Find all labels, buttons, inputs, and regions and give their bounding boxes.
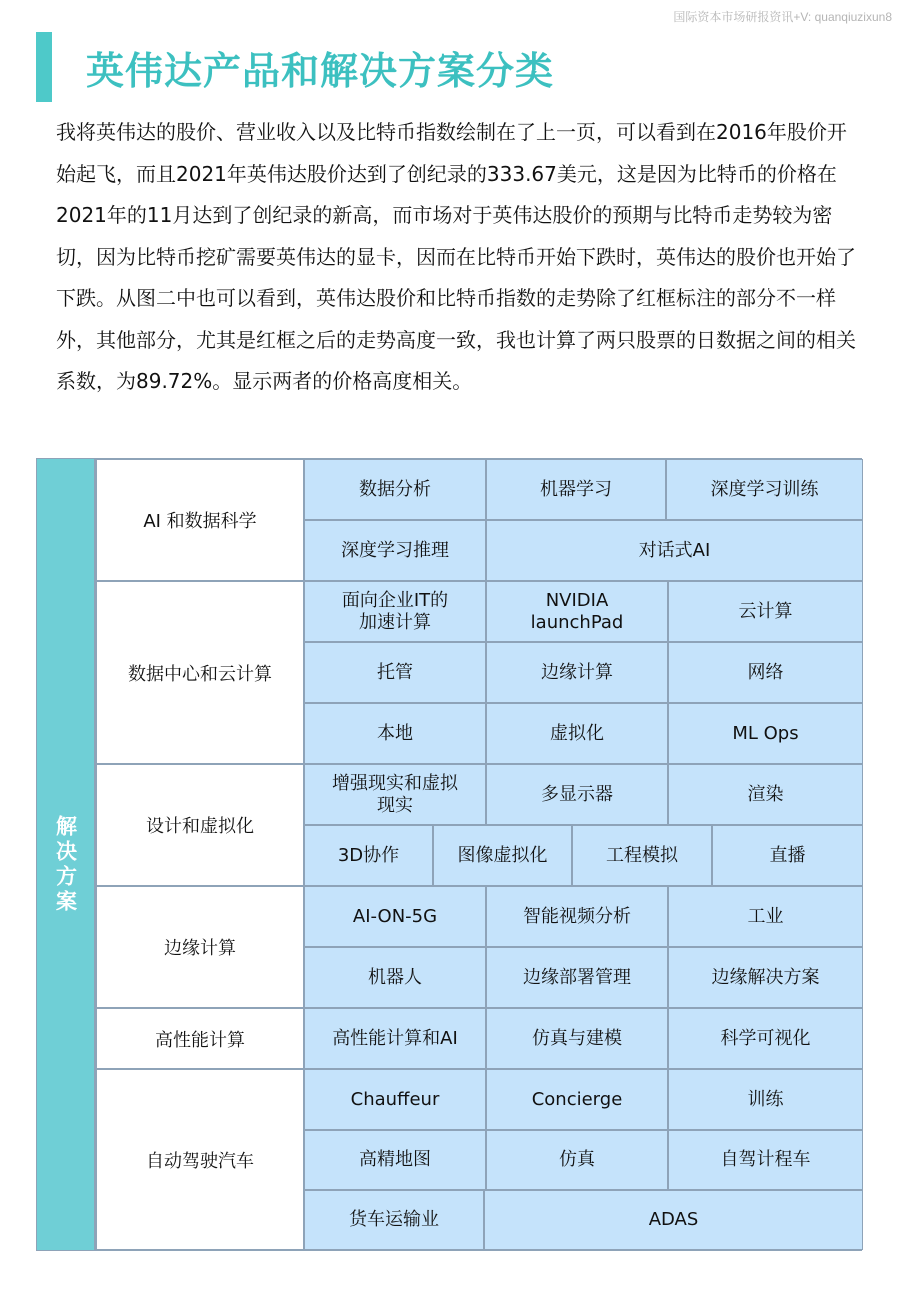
solution-cell: 智能视频分析 [486,886,668,947]
solution-cell: 工业 [668,886,863,947]
solution-cell: 深度学习推理 [304,520,486,581]
solution-cell: 边缘计算 [486,642,668,703]
solution-cell: 图像虚拟化 [433,825,572,886]
solution-cell: 多显示器 [486,764,668,825]
solution-cell: 仿真与建模 [486,1008,668,1069]
category-group-design [96,764,863,886]
solution-cell: 科学可视化 [668,1008,863,1069]
category-group-datacenter [96,581,863,764]
solution-cell: NVIDIA launchPad [486,581,668,642]
solution-cell: 自驾计程车 [668,1130,863,1190]
solutions-table [36,458,862,1251]
category-label: 自动驾驶汽车 [96,1069,304,1250]
category-label: AI 和数据科学 [96,459,304,581]
page-title: 英伟达产品和解决方案分类 [86,49,555,93]
solution-cell: 直播 [712,825,863,886]
solution-cell: ML Ops [668,703,863,764]
category-group-ai [96,459,863,581]
solution-cell: 高性能计算和AI [304,1008,486,1069]
side-label-text: 解决方案 [53,814,78,915]
category-group-hpc [96,1008,863,1069]
solution-cell: 机器人 [304,947,486,1008]
solution-cell: 网络 [668,642,863,703]
solution-cell: 云计算 [668,581,863,642]
solution-cell: 深度学习训练 [666,459,863,520]
solution-cell: 高精地图 [304,1130,486,1190]
category-group-auto [96,1069,863,1250]
category-group-edge [96,886,863,1008]
solution-cell: 增强现实和虚拟 现实 [304,764,486,825]
solution-cell: 3D协作 [304,825,433,886]
solution-cell: 虚拟化 [486,703,668,764]
category-label: 高性能计算 [96,1008,304,1069]
solution-cell: Concierge [486,1069,668,1130]
watermark: 国际资本市场研报资讯+V: quanqiuzixun8 [673,10,892,24]
solution-cell: AI-ON-5G [304,886,486,947]
side-label [37,459,96,1250]
solution-cell: 机器学习 [486,459,666,520]
solution-cell: 渲染 [668,764,863,825]
solution-cell: 边缘解决方案 [668,947,863,1008]
solution-cell: 边缘部署管理 [486,947,668,1008]
intro-paragraph: 我将英伟达的股价、营业收入以及比特币指数绘制在了上一页，可以看到在2016年股价开始起飞，而且2021年英伟达股价达到了创纪录的333.67美元，这是因为比特币的价格在2021年的11月达到了创纪录的新高，而市场对于英伟达股价的预期与比特币走势较为密切，因为比特币挖矿需要英伟达的显卡，因而在比特币开始下跌时，英伟达的股价也开始了下跌。从图二中也可以看到，英伟达股价和比特币指数的走势除了红框标注的部分不一样外，其他部分，尤其是红框之后的走势高度一致，我也计算了两只股票的日数据之间的相关系数，为89.72%。显示两者的价格高度相关。 [56,120,856,393]
solution-cell: 本地 [304,703,486,764]
category-label: 数据中心和云计算 [96,581,304,764]
solution-cell: 面向企业IT的 加速计算 [304,581,486,642]
solution-cell: 货车运输业 [304,1190,484,1250]
solution-cell: Chauffeur [304,1069,486,1130]
solution-cell: 数据分析 [304,459,486,520]
solution-cell: ADAS [484,1190,863,1250]
solution-cell: 仿真 [486,1130,668,1190]
solution-cell: 托管 [304,642,486,703]
title-accent-bar [36,32,52,102]
solution-cell: 对话式AI [486,520,863,581]
solution-cell: 工程模拟 [572,825,712,886]
category-label: 设计和虚拟化 [96,764,304,886]
category-label: 边缘计算 [96,886,304,1008]
solution-cell: 训练 [668,1069,863,1130]
